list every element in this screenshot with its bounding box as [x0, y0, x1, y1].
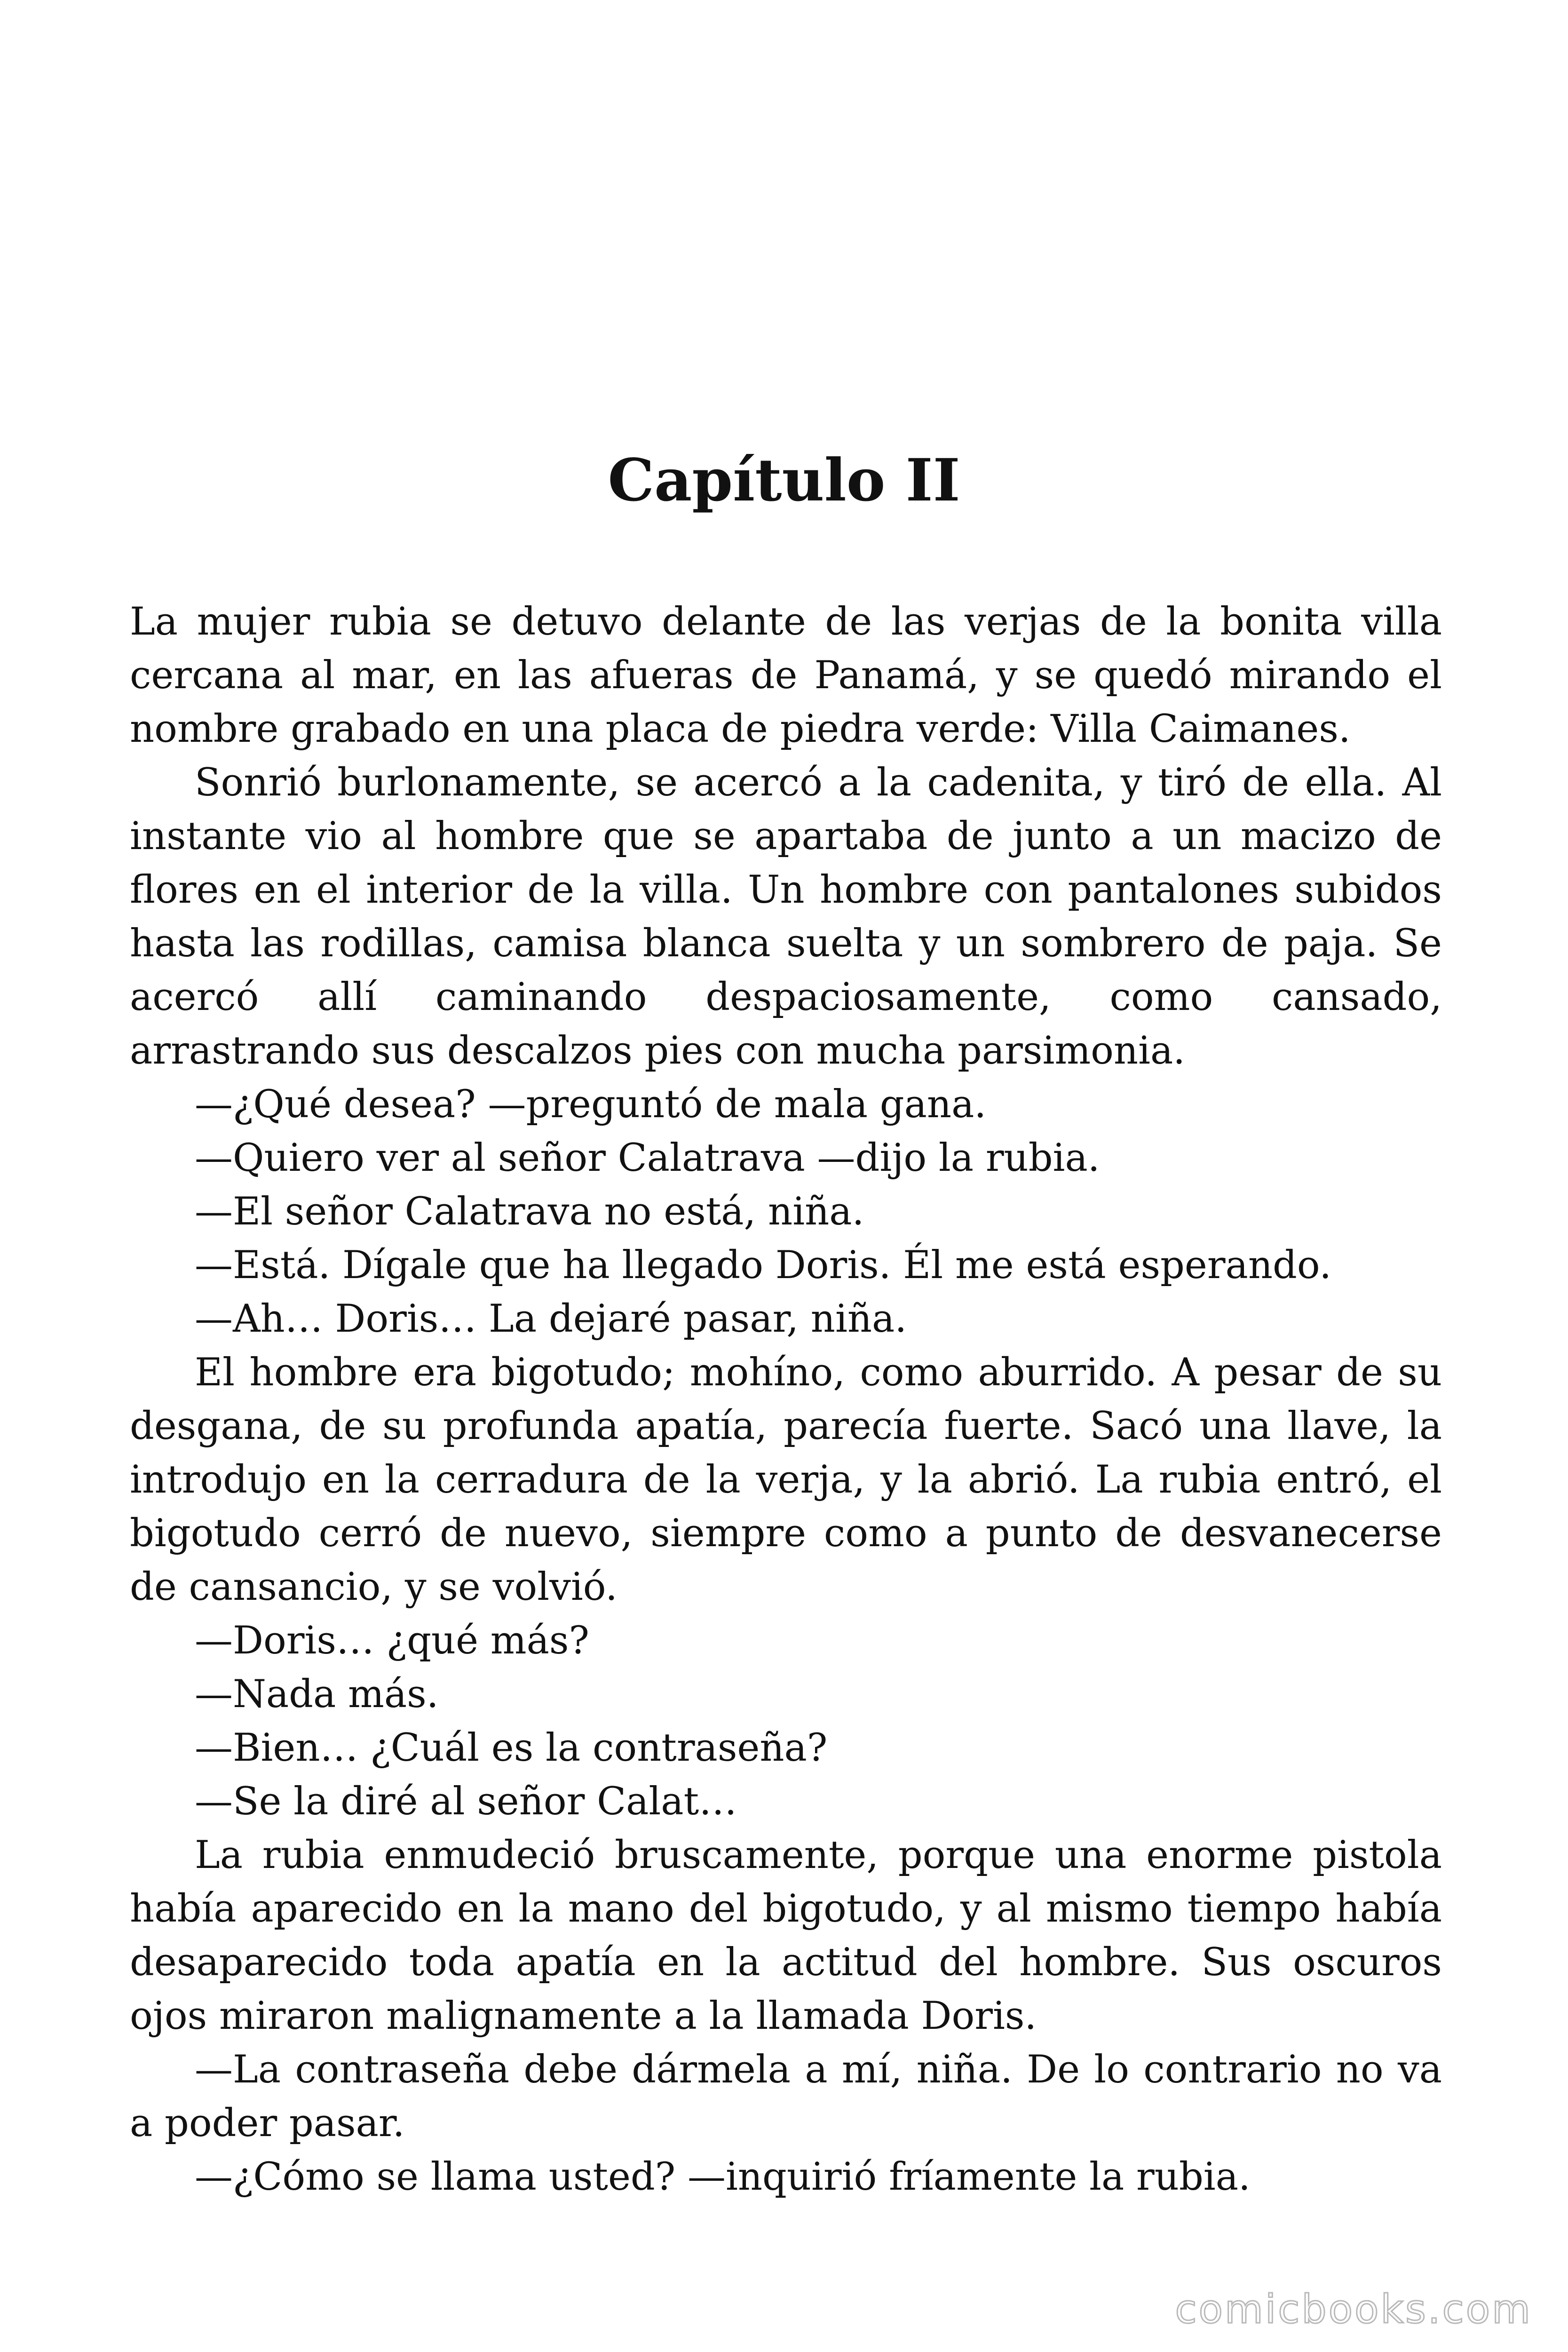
- paragraph: La mujer rubia se detuvo delante de las verjas de la bonita villa cercana al mar, en las afueras de Panamá, y se quedó mirando el nombre grabado en una placa de piedra verde: Villa Caimanes.: [130, 600, 1442, 751]
- dialogue-line: —Se la diré al señor Calat…: [195, 1780, 737, 1824]
- paragraph: La rubia enmudeció bruscamente, porque una enorme pistola había aparecido en la mano del bigotudo, y al mismo tiempo había desaparecido toda apatía en la actitud del hombre. Sus oscuros ojos miraron malignamente a la llamada Doris.: [130, 1833, 1442, 2038]
- dialogue-line: —Doris… ¿qué más?: [195, 1619, 589, 1663]
- dialogue-line: —Nada más.: [195, 1672, 439, 1716]
- dialogue-line: —¿Qué desea? —preguntó de mala gana.: [195, 1082, 987, 1127]
- dialogue-line: —El señor Calatrava no está, niña.: [195, 1190, 864, 1234]
- dialogue-line: —Bien… ¿Cuál es la contraseña?: [195, 1726, 828, 1770]
- dialogue-line: —Quiero ver al señor Calatrava —dijo la rubia.: [195, 1136, 1100, 1180]
- watermark: comicbooks.com: [1175, 2286, 1532, 2332]
- paragraph: Sonrió burlonamente, se acercó a la cadenita, y tiró de ella. Al instante vio al hombre que se apartaba de junto a un macizo de flores en el interior de la villa. Un hombre con pantalones subidos hasta las rodillas, camisa blanca suelta y un sombrero de paja. Se acercó allí caminando despaciosamente, como cansado, arrastrando sus descalzos pies con mucha parsimonia.: [130, 761, 1442, 1073]
- paragraph: El hombre era bigotudo; mohíno, como aburrido. A pesar de su desgana, de su profunda apatía, parecía fuerte. Sacó una llave, la introdujo en la cerradura de la verja, y la abrió. La rubia entró, el bigotudo cerró de nuevo, siempre como a punto de desvanecerse de cansancio, y se volvió.: [130, 1351, 1442, 1609]
- dialogue-line: —Ah… Doris… La dejaré pasar, niña.: [195, 1297, 907, 1341]
- dialogue-line: —Está. Dígale que ha llegado Doris. Él me está esperando.: [195, 1243, 1331, 1287]
- dialogue-line: —¿Cómo se llama usted? —inquirió fríamente la rubia.: [195, 2155, 1251, 2199]
- dialogue-line: —La contraseña debe dármela a mí, niña. De lo contrario no va a poder pasar.: [130, 2048, 1442, 2145]
- chapter-body: [130, 595, 1442, 2204]
- chapter-title: Capítulo II: [608, 446, 960, 515]
